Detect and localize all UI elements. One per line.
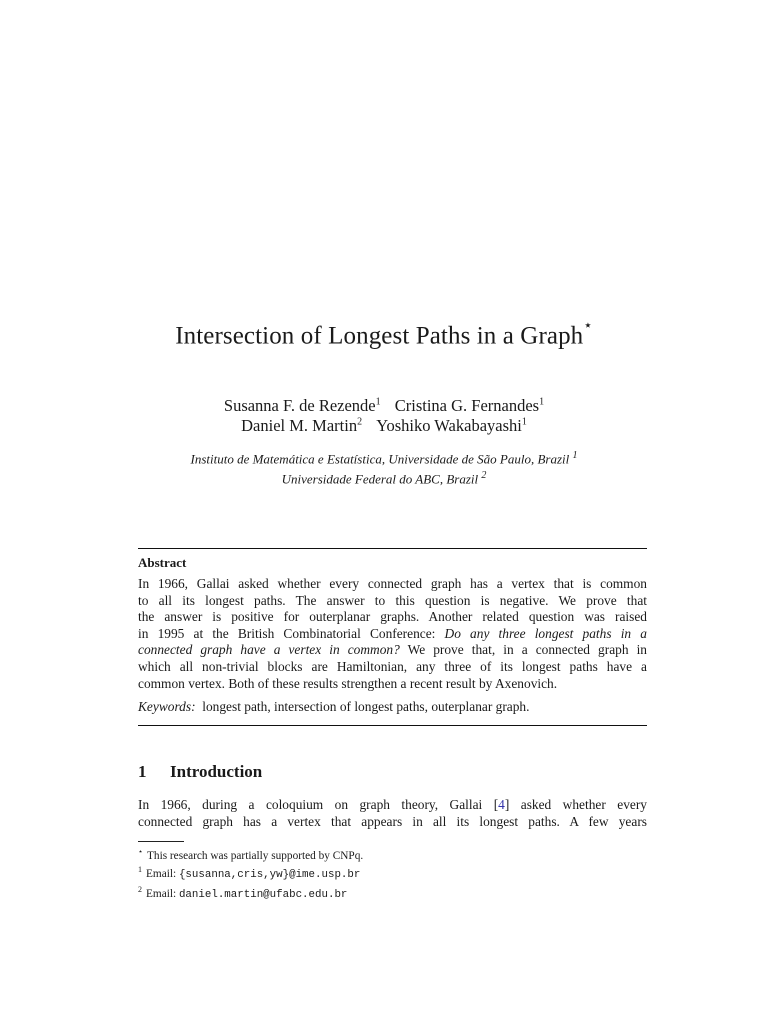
author: Yoshiko Wakabayashi$^1$	[376, 416, 527, 435]
keywords: Keywords: longest path, intersection of longest paths, outerplanar graph.	[138, 699, 530, 714]
abstract-top-rule	[138, 548, 647, 549]
footnote: $^1$ Email: {susanna,cris,yw}@ime.usp.br	[138, 865, 361, 882]
paper-title: Intersection of Longest Paths in a Graph⋆	[175, 318, 593, 350]
footnote: ⋆ This research was partially supported by CNPq.	[138, 847, 364, 862]
author: Daniel M. Martin$^2$	[241, 416, 363, 435]
keywords-label: Keywords:	[138, 699, 196, 714]
footnotes	[138, 845, 363, 902]
author-line-1	[0, 396, 768, 416]
abstract-bottom-rule	[138, 725, 647, 726]
abstract-body: In 1966, Gallai asked whether every connected graph has a vertex that is common to all its longest paths. The answer to this question is negative. We prove that the answer is positive for outerplanar graphs. Another related question was raised in 1995 at the British Combinatorial Conference: Do any three longest paths in a connected graph have a vertex in common? We prove that, in a connected graph in which all non-trivial blocks are Hamiltonian, any three of its longest paths have a common vertex. Both of these results strengthen a recent result by Axenovich.	[138, 576, 648, 691]
title-footnote-mark: ⋆	[583, 318, 593, 334]
author: Cristina G. Fernandes$^1$	[394, 396, 545, 415]
footnote-rule	[138, 841, 184, 842]
affiliation: Instituto de Matemática e Estatística, Universidade de São Paulo, Brazil $^1$	[190, 450, 578, 467]
author: Susanna F. de Rezende$^1$	[223, 396, 381, 415]
author-line-2	[0, 416, 768, 436]
citation-link[interactable]: 4	[498, 797, 505, 812]
introduction-body: In 1966, during a coloquium on graph theory, Gallai [4] asked whether every connected graph has a vertex that appears in all its longest paths. A few years	[138, 797, 647, 829]
affiliation: Universidade Federal do ABC, Brazil $^2$	[281, 470, 487, 487]
abstract-heading: Abstract	[138, 555, 187, 570]
section-heading-introduction: 1 Introduction	[138, 762, 263, 781]
footnote: $^2$ Email: daniel.martin@ufabc.edu.br	[138, 884, 348, 901]
